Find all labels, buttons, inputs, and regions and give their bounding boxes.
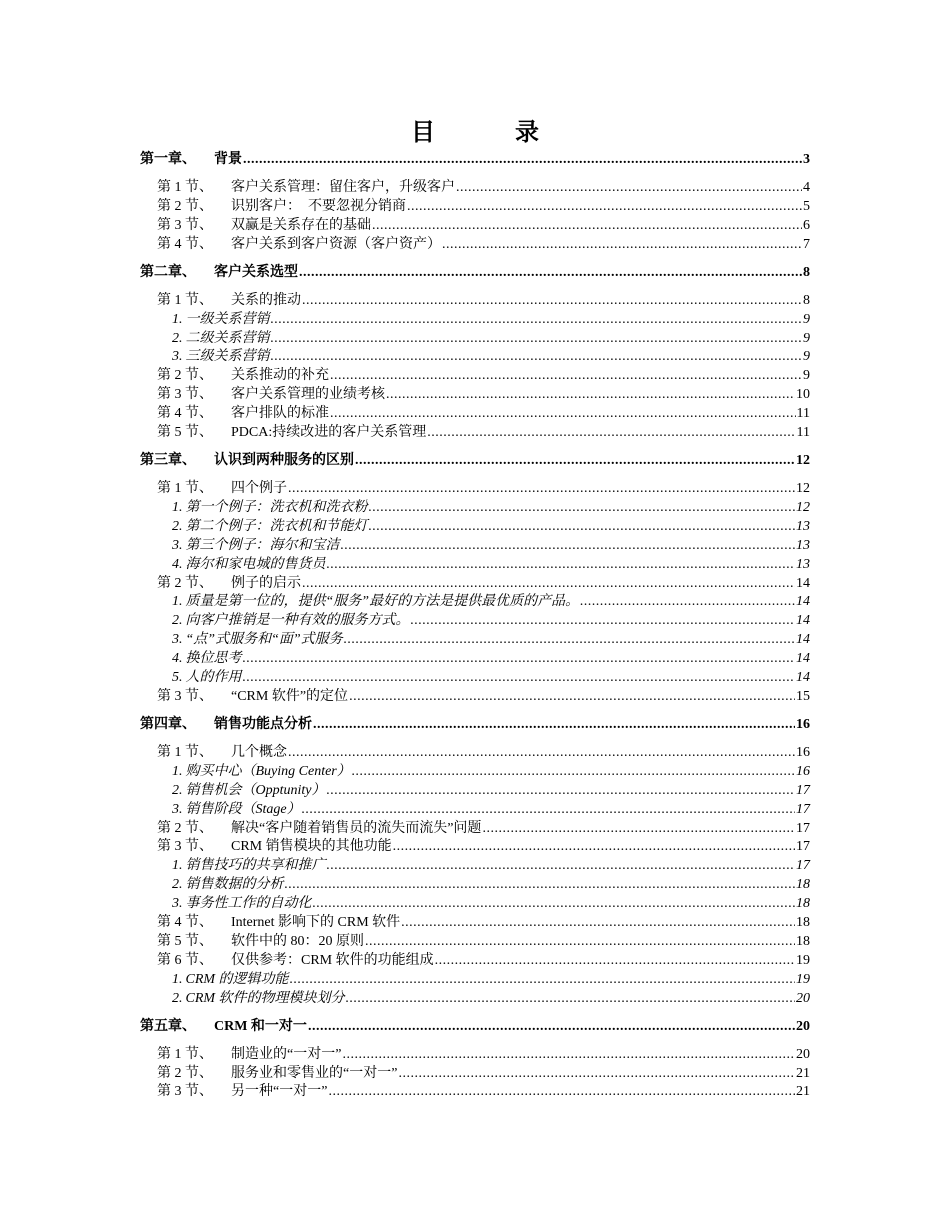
toc-entry-label <box>140 150 242 169</box>
toc-entry-label <box>172 668 242 687</box>
toc-entry-title: 向客户推销是一种有效的服务方式。 <box>185 613 410 629</box>
toc-entry-title: CRM 的逻辑功能 <box>185 971 289 987</box>
toc-dot-leader <box>352 762 795 781</box>
toc-entry-number: 1. <box>172 594 183 610</box>
toc-subsection-entry[interactable] <box>172 989 810 1008</box>
toc-dot-leader <box>427 423 795 442</box>
toc-dot-leader <box>580 592 795 611</box>
toc-page-number: 17 <box>796 858 810 874</box>
toc-page-number: 17 <box>796 801 810 817</box>
toc-entry-label <box>140 451 354 470</box>
toc-entry-title: 四个例子 <box>231 481 287 496</box>
toc-subsection-entry[interactable] <box>172 592 810 611</box>
toc-entry-title: 识别客户： 不要忽视分销商 <box>231 198 406 214</box>
toc-entry-title: 解决“客户随着销售员的流失而流失”问题 <box>231 820 482 836</box>
toc-entry-number: 4. <box>172 556 183 572</box>
toc-page-number: 14 <box>796 594 810 610</box>
toc-entry-number: 第 2 节、 <box>157 368 213 384</box>
toc-dot-leader <box>482 819 795 838</box>
toc-dot-leader <box>344 630 795 649</box>
toc-dot-leader <box>369 517 796 536</box>
toc-entry-title: 人的作用 <box>185 670 242 685</box>
toc-dot-leader <box>299 263 802 282</box>
toc-entry-number: 第三章、 <box>140 453 196 468</box>
toc-section-entry[interactable] <box>157 385 810 404</box>
toc-entry-title: 关系的推动 <box>231 292 301 308</box>
toc-chapter-entry[interactable] <box>140 451 810 470</box>
toc-entry-title: 销售技巧的共享和推广 <box>185 858 326 874</box>
toc-section-entry[interactable] <box>157 235 810 254</box>
toc-entry-number: 2. <box>172 518 183 534</box>
toc-subsection-entry[interactable] <box>172 762 810 781</box>
toc-dot-leader <box>355 451 795 470</box>
toc-dot-leader <box>308 1017 795 1036</box>
toc-page-number: 5 <box>803 198 810 214</box>
toc-entry-label <box>172 536 340 555</box>
toc-page-number: 9 <box>803 368 810 384</box>
toc-dot-leader <box>407 197 802 216</box>
toc-entry-number: 第 1 节、 <box>157 180 213 195</box>
toc-chapter-entry[interactable] <box>140 263 810 282</box>
toc-entry-title: 第二个例子：洗衣机和节能灯 <box>185 518 368 534</box>
toc-page-number: 18 <box>796 896 810 912</box>
toc-entry-number: 2. <box>172 990 183 1006</box>
toc-page-number: 16 <box>796 716 810 732</box>
toc-entry-label <box>172 856 326 875</box>
toc-entry-number: 1. <box>172 971 183 987</box>
toc-entry-title: 事务性工作的自动化 <box>185 896 312 912</box>
toc-entry-title: 软件中的 80：20 原则 <box>231 933 364 949</box>
toc-entry-title: 例子的启示 <box>231 575 301 591</box>
toc-entry-title: “CRM 软件”的定位 <box>231 688 349 704</box>
toc-entry-title: 购买中心（Buying Center） <box>185 763 351 779</box>
toc-entry-title: CRM 软件的物理模块划分 <box>185 990 345 1006</box>
toc-section-entry[interactable] <box>157 819 810 838</box>
toc-page-number: 8 <box>803 264 810 280</box>
toc-entry-number: 第 5 节、 <box>157 425 213 440</box>
toc-entry-title: “点”式服务和“面”式服务 <box>185 632 343 648</box>
toc-dot-leader <box>342 1045 795 1064</box>
toc-dot-leader <box>330 404 796 423</box>
toc-chapter-entry[interactable] <box>140 1017 810 1036</box>
toc-entry-title: PDCA:持续改进的客户关系管理 <box>231 425 427 440</box>
toc-page-number: 14 <box>796 613 810 629</box>
toc-entry-number: 第二章、 <box>140 264 196 280</box>
toc-entry-label <box>172 894 312 913</box>
toc-entry-number: 3. <box>172 801 183 817</box>
toc-dot-leader <box>372 216 802 235</box>
toc-entry-title: Internet 影响下的 CRM 软件 <box>231 915 401 930</box>
toc-entry-number: 1. <box>172 499 183 515</box>
toc-entry-number: 4. <box>172 651 183 667</box>
page-title: 目 录 <box>411 120 567 146</box>
toc-page-number: 9 <box>803 349 810 365</box>
toc-dot-leader <box>411 611 796 630</box>
toc-dot-leader <box>435 951 795 970</box>
toc-entry-label <box>157 178 455 197</box>
toc-entry-number: 第五章、 <box>140 1018 196 1034</box>
toc-entry-title: 第三个例子：海尔和宝洁 <box>185 537 340 553</box>
toc-subsection-entry[interactable] <box>172 668 810 687</box>
toc-entry-number: 第 2 节、 <box>157 198 213 214</box>
toc-entry-number: 第 3 节、 <box>157 839 213 855</box>
toc-page-number: 17 <box>796 839 810 855</box>
toc-page-number: 13 <box>796 556 810 572</box>
toc-entry-label <box>172 611 410 630</box>
toc-section-entry[interactable] <box>157 197 810 216</box>
toc-entry-label <box>157 687 348 706</box>
toc-dot-leader <box>398 1064 795 1083</box>
toc-entry-title: 客户关系到客户资源（客户资产） <box>231 236 441 252</box>
toc-entry-label <box>157 385 385 404</box>
toc-section-entry[interactable] <box>157 366 810 385</box>
toc-page-number: 13 <box>796 518 810 534</box>
toc-subsection-entry[interactable] <box>172 800 810 819</box>
toc-subsection-entry[interactable] <box>172 517 810 536</box>
toc-entry-title: 背景 <box>214 152 242 167</box>
toc-entry-title: 一级关系营销 <box>185 311 270 327</box>
toc-entry-number: 5. <box>172 670 183 685</box>
toc-dot-leader <box>456 178 802 197</box>
toc-entry-number: 1. <box>172 763 183 779</box>
toc-entry-number: 第 1 节、 <box>157 744 213 760</box>
toc-entry-number: 2. <box>172 330 183 346</box>
toc-entry-label <box>172 498 368 517</box>
toc-entry-number: 第 3 节、 <box>157 1084 213 1100</box>
toc-entry-title: CRM 和一对一 <box>214 1018 307 1034</box>
toc-chapter-entry[interactable] <box>140 150 810 169</box>
toc-dot-leader <box>302 574 795 593</box>
toc-subsection-entry[interactable] <box>172 649 810 668</box>
toc-entry-label <box>172 630 343 649</box>
toc-entry-label <box>157 1045 341 1064</box>
toc-dot-leader <box>271 347 803 366</box>
toc-entry-label <box>157 1064 397 1083</box>
toc-dot-leader <box>243 668 796 687</box>
toc-section-entry[interactable] <box>157 178 810 197</box>
toc-entry-label <box>157 479 287 498</box>
toc-page-number: 18 <box>796 915 810 930</box>
toc-entry-title: 认识到两种服务的区别 <box>214 453 354 468</box>
toc-section-entry[interactable] <box>157 423 810 442</box>
toc-page-number: 12 <box>796 499 810 515</box>
toc-subsection-entry[interactable] <box>172 611 810 630</box>
toc-page-number: 9 <box>803 330 810 346</box>
toc-section-entry[interactable] <box>157 1045 810 1064</box>
toc-entry-label <box>157 932 364 951</box>
toc-section-entry[interactable] <box>157 404 810 423</box>
toc-page-number: 14 <box>796 670 810 685</box>
toc-dot-leader <box>302 800 795 819</box>
toc-entry-label <box>172 781 326 800</box>
toc-page-number: 17 <box>796 820 810 836</box>
toc-entry-label <box>157 913 400 932</box>
toc-section-entry[interactable] <box>157 913 810 932</box>
toc-dot-leader <box>313 894 796 913</box>
toc-page-number: 12 <box>796 481 810 496</box>
toc-entry-number: 3. <box>172 896 183 912</box>
toc-entry-label <box>157 951 434 970</box>
toc-page-number: 19 <box>796 952 810 968</box>
toc-page-number: 19 <box>796 971 810 987</box>
toc-page-number: 13 <box>796 537 810 553</box>
toc-entry-title: 销售功能点分析 <box>214 716 312 732</box>
toc-dot-leader <box>243 150 802 169</box>
toc-page-number: 10 <box>796 387 810 403</box>
toc-subsection-entry[interactable] <box>172 555 810 574</box>
toc-page-number: 20 <box>796 1018 810 1034</box>
toc-dot-leader <box>341 536 796 555</box>
toc-entry-title: 第一个例子：洗衣机和洗衣粉 <box>185 499 368 515</box>
toc-entry-label <box>157 366 329 385</box>
toc-entry-label <box>157 197 406 216</box>
toc-entry-title: CRM 销售模块的其他功能 <box>231 839 392 855</box>
toc-entry-label <box>172 592 579 611</box>
toc-entry-label <box>157 1082 327 1101</box>
toc-section-entry[interactable] <box>157 1082 810 1101</box>
toc-entry-number: 第 5 节、 <box>157 933 213 949</box>
toc-entry-title: 销售机会（Opptunity） <box>185 782 326 798</box>
toc-entry-label <box>172 875 284 894</box>
toc-entry-number: 第 1 节、 <box>157 1046 213 1062</box>
toc-subsection-entry[interactable] <box>172 894 810 913</box>
toc-entry-title: 客户关系管理的业绩考核 <box>231 387 385 403</box>
toc-page-number: 9 <box>803 311 810 327</box>
toc-page-number: 3 <box>803 152 810 167</box>
toc-subsection-entry[interactable] <box>172 781 810 800</box>
toc-entry-label <box>157 423 426 442</box>
toc-entry-label <box>140 715 312 734</box>
toc-page-number: 11 <box>796 425 810 440</box>
toc-subsection-entry[interactable] <box>172 310 810 329</box>
toc-subsection-entry[interactable] <box>172 498 810 517</box>
toc-entry-title: 客户关系选型 <box>214 264 298 280</box>
toc-dot-leader <box>285 875 796 894</box>
toc-entry-label <box>140 1017 307 1036</box>
toc-page-number: 20 <box>796 990 810 1006</box>
toc-entry-title: 客户排队的标准 <box>231 406 329 422</box>
toc-entry-title: 另一种“一对一” <box>231 1084 328 1100</box>
toc-entry-label <box>157 235 441 254</box>
toc-subsection-entry[interactable] <box>172 329 810 348</box>
toc-dot-leader <box>243 649 796 668</box>
toc-entry-label <box>157 404 329 423</box>
toc-entry-title: 换位思考 <box>185 651 242 667</box>
toc-entry-number: 第 3 节、 <box>157 688 213 704</box>
toc-section-entry[interactable] <box>157 837 810 856</box>
toc-subsection-entry[interactable] <box>172 970 810 989</box>
toc-entry-label <box>157 574 301 593</box>
toc-subsection-entry[interactable] <box>172 875 810 894</box>
toc-entry-title: 海尔和家电城的售货员 <box>185 556 326 572</box>
toc-dot-leader <box>393 837 795 856</box>
toc-section-entry[interactable] <box>157 951 810 970</box>
toc-entry-label <box>157 819 481 838</box>
toc-page-number: 14 <box>796 651 810 667</box>
toc-entry-number: 第 2 节、 <box>157 575 213 591</box>
toc-entry-title: 质量是第一位的，提供“服务”最好的方法是提供最优质的产品。 <box>185 594 580 610</box>
toc-section-entry[interactable] <box>157 743 810 762</box>
toc-section-entry[interactable] <box>157 574 810 593</box>
toc-entry-number: 第 2 节、 <box>157 1065 213 1081</box>
toc-chapter-entry[interactable] <box>140 715 810 734</box>
toc-entry-title: 几个概念 <box>231 744 287 760</box>
toc-dot-leader <box>327 781 796 800</box>
toc-page-number: 16 <box>796 763 810 779</box>
toc-section-entry[interactable] <box>157 932 810 951</box>
toc-section-entry[interactable] <box>157 216 810 235</box>
toc-dot-leader <box>290 970 795 989</box>
toc-page-number: 14 <box>796 575 810 591</box>
toc-entry-number: 3. <box>172 349 183 365</box>
toc-entry-number: 1. <box>172 858 183 874</box>
toc-entry-title: 客户关系管理：留住客户，升级客户 <box>231 180 455 195</box>
toc-dot-leader <box>327 555 796 574</box>
toc-dot-leader <box>365 932 795 951</box>
toc-page-number: 11 <box>796 406 810 422</box>
toc-entry-number: 第 1 节、 <box>157 292 213 308</box>
toc-entry-number: 1. <box>172 311 183 327</box>
toc-dot-leader <box>288 743 795 762</box>
toc-section-entry[interactable] <box>157 479 810 498</box>
toc-dot-leader <box>442 235 802 254</box>
toc-page-number: 21 <box>796 1065 810 1081</box>
toc-entry-label <box>172 329 270 348</box>
toc-entry-number: 第 4 节、 <box>157 236 213 252</box>
toc-entry-label <box>172 649 242 668</box>
toc-section-entry[interactable] <box>157 291 810 310</box>
toc-page-number: 7 <box>803 236 810 252</box>
toc-entry-label <box>172 970 289 989</box>
toc-page-number: 21 <box>796 1084 810 1100</box>
toc-entry-label <box>172 310 270 329</box>
toc-entry-number: 第 1 节、 <box>157 481 213 496</box>
toc-page-number: 18 <box>796 933 810 949</box>
toc-page-number: 18 <box>796 877 810 893</box>
toc-page-number: 15 <box>796 688 810 704</box>
toc-entry-number: 第 2 节、 <box>157 820 213 836</box>
toc-page-number: 17 <box>796 782 810 798</box>
toc-entry-label <box>172 762 351 781</box>
toc-dot-leader <box>313 715 795 734</box>
toc-dot-leader <box>302 291 802 310</box>
toc-entry-number: 2. <box>172 613 183 629</box>
toc-entry-title: 三级关系营销 <box>185 349 270 365</box>
toc-entry-title: 双赢是关系存在的基础 <box>231 217 371 233</box>
toc-page-number: 16 <box>796 744 810 760</box>
toc-entry-label <box>140 263 298 282</box>
toc-entry-number: 第 6 节、 <box>157 952 213 968</box>
toc-entry-label <box>172 347 270 366</box>
toc-entry-title: 服务业和零售业的“一对一” <box>231 1065 398 1081</box>
toc-entry-number: 第 3 节、 <box>157 217 213 233</box>
toc-entry-title: 销售阶段（Stage） <box>185 801 301 817</box>
toc-page-number: 14 <box>796 632 810 648</box>
toc-subsection-entry[interactable] <box>172 630 810 649</box>
toc-entry-number: 第 4 节、 <box>157 406 213 422</box>
toc-entry-label <box>172 555 326 574</box>
toc-entry-number: 第四章、 <box>140 716 196 732</box>
toc-page-number: 4 <box>803 180 810 195</box>
toc-entry-label <box>172 989 345 1008</box>
toc-page-number: 8 <box>803 292 810 308</box>
toc-dot-leader <box>271 329 803 348</box>
toc-entry-title: 二级关系营销 <box>185 330 270 346</box>
toc-entry-number: 第 3 节、 <box>157 387 213 403</box>
toc-entry-title: 关系推动的补充 <box>231 368 329 384</box>
toc-page-number: 20 <box>796 1046 810 1062</box>
toc-dot-leader <box>330 366 802 385</box>
toc-entry-number: 第 4 节、 <box>157 915 213 930</box>
toc-dot-leader <box>349 687 795 706</box>
toc-subsection-entry[interactable] <box>172 536 810 555</box>
toc-entry-number: 2. <box>172 877 183 893</box>
toc-entry-title: 销售数据的分析 <box>185 877 284 893</box>
toc-dot-leader <box>288 479 795 498</box>
toc-subsection-entry[interactable] <box>172 347 810 366</box>
toc-entry-label <box>157 216 371 235</box>
toc-entry-number: 2. <box>172 782 183 798</box>
toc-dot-leader <box>401 913 795 932</box>
toc-entry-label <box>157 837 392 856</box>
toc-entry-label <box>157 743 287 762</box>
toc-entry-label <box>157 291 301 310</box>
toc-entry-number: 3. <box>172 632 183 648</box>
toc-section-entry[interactable] <box>157 1064 810 1083</box>
toc-entry-label <box>172 800 301 819</box>
toc-dot-leader <box>346 989 795 1008</box>
toc-dot-leader <box>386 385 795 404</box>
toc-subsection-entry[interactable] <box>172 856 810 875</box>
toc-entry-number: 3. <box>172 537 183 553</box>
toc-page-number: 6 <box>803 217 810 233</box>
toc-dot-leader <box>271 310 803 329</box>
toc-dot-leader <box>328 1082 795 1101</box>
toc-entry-title: 制造业的“一对一” <box>231 1046 342 1062</box>
toc-entry-number: 第一章、 <box>140 152 196 167</box>
toc-dot-leader <box>327 856 796 875</box>
toc-entry-label <box>172 517 368 536</box>
toc-section-entry[interactable] <box>157 687 810 706</box>
toc-entry-title: 仅供参考：CRM 软件的功能组成 <box>231 952 434 968</box>
toc-dot-leader <box>369 498 796 517</box>
toc-page-number: 12 <box>796 453 810 468</box>
